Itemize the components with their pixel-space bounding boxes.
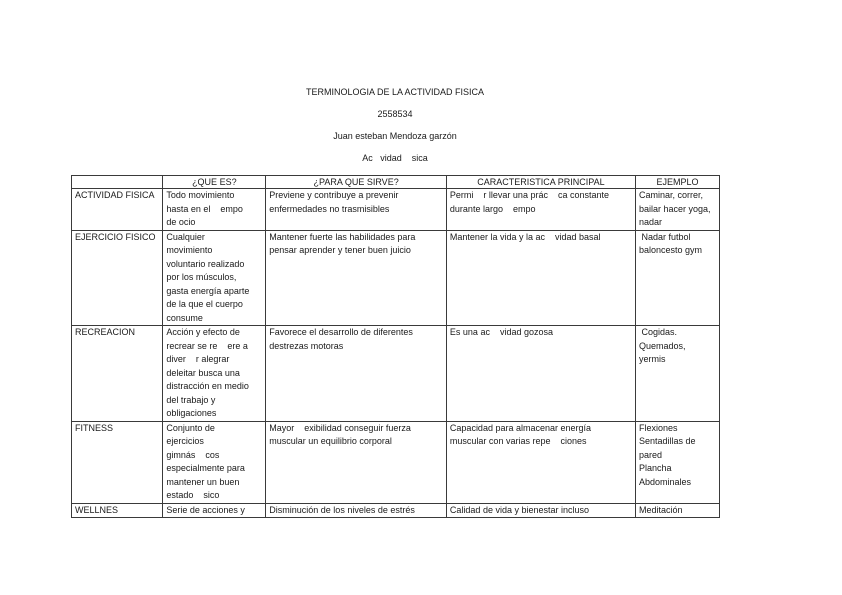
para-que-sirve-line: Favorece el desarrollo de diferentes <box>269 327 413 337</box>
terminology-table <box>71 175 720 518</box>
caracteristica-line: Mantener la vida y la ac vidad basal <box>449 231 601 242</box>
ejemplo-line: Caminar, correr, <box>638 190 703 200</box>
caracteristica-cell <box>446 421 635 503</box>
ejemplo-line: Plancha <box>638 463 672 473</box>
caracteristica-cell <box>446 189 635 231</box>
ejemplo-cell <box>635 230 719 326</box>
que-es-cell <box>163 421 266 503</box>
ejemplo-cell <box>635 503 719 518</box>
que-es-line: del trabajo y <box>166 394 216 405</box>
para-que-sirve-line: Previene y contribuye a prevenir <box>269 190 399 200</box>
que-es-line: Todo movimiento <box>166 190 235 200</box>
que-es-line: consume <box>166 312 203 323</box>
que-es-line: por los músculos, <box>166 272 237 282</box>
table-row <box>72 189 720 231</box>
para-que-sirve-line: Mantener fuerte las habilidades para <box>269 231 416 242</box>
que-es-line: hasta en el empo <box>166 203 243 214</box>
que-es-line: Acción y efecto de <box>166 327 240 337</box>
ejemplo-line: pared <box>638 449 662 460</box>
para-que-sirve-cell <box>266 326 447 422</box>
ejemplo-line: Abdominales <box>638 476 691 487</box>
que-es-line: ejercicios <box>166 436 204 446</box>
term-cell: ACTIVIDAD FISICA <box>72 189 163 231</box>
que-es-line: recrear se re ere a <box>166 340 248 351</box>
ejemplo-line: Cogidas. <box>638 327 677 337</box>
que-es-line: gasta energía aparte <box>166 285 250 296</box>
document-title: TERMINOLOGIA DE LA ACTIVIDAD FISICA <box>305 87 485 97</box>
ejemplo-line: bailar hacer yoga, <box>638 203 711 214</box>
table-row <box>72 230 720 326</box>
table-row <box>72 503 720 518</box>
que-es-cell <box>163 326 266 422</box>
caracteristica-cell <box>446 503 635 518</box>
header-term <box>72 176 163 189</box>
que-es-line: estado sico <box>166 490 220 500</box>
caracteristica-cell <box>446 326 635 422</box>
table-body <box>72 189 720 518</box>
caracteristica-line: durante largo empo <box>449 203 536 214</box>
que-es-line: especialmente para <box>166 463 245 473</box>
term-cell: WELLNES <box>72 503 163 518</box>
caracteristica-cell <box>446 230 635 326</box>
header-que-es: ¿QUE ES? <box>163 176 266 189</box>
ejemplo-line: Sentadillas de <box>638 436 696 446</box>
que-es-cell <box>163 189 266 231</box>
ejemplo-line: nadar <box>638 217 662 227</box>
que-es-line: obligaciones <box>166 408 217 418</box>
header-ejemplo: EJEMPLO <box>635 176 719 189</box>
que-es-line: voluntario realizado <box>166 258 245 269</box>
que-es-line: Conjunto de <box>166 422 215 433</box>
ejemplo-line: Flexiones <box>638 422 678 433</box>
que-es-cell <box>163 503 266 518</box>
que-es-line: de ocio <box>166 217 196 227</box>
ejemplo-line: Quemados, <box>638 340 686 351</box>
que-es-cell <box>163 230 266 326</box>
para-que-sirve-line: pensar aprender y tener buen juicio <box>269 245 411 255</box>
para-que-sirve-cell <box>266 189 447 231</box>
caracteristica-line: Capacidad para almacenar energía <box>449 422 592 433</box>
para-que-sirve-line: Mayor exibilidad conseguir fuerza <box>269 422 411 433</box>
ejemplo-line: yermis <box>638 354 666 364</box>
para-que-sirve-cell <box>266 503 447 518</box>
author-name: Juan esteban Mendoza garzón <box>333 131 457 141</box>
que-es-line: gimnás cos <box>166 449 220 460</box>
caracteristica-line: Permi r llevar una prác ca constante <box>449 190 609 200</box>
para-que-sirve-cell <box>266 230 447 326</box>
ejemplo-line: Nadar futbol <box>638 231 691 242</box>
para-que-sirve-line: muscular un equilibrio corporal <box>269 436 392 446</box>
que-es-line: mantener un buen <box>166 476 240 487</box>
que-es-line: distracción en medio <box>166 381 249 391</box>
ejemplo-cell <box>635 421 719 503</box>
para-que-sirve-line: Disminución de los niveles de estrés <box>269 504 415 515</box>
que-es-line: diver r alegrar <box>166 354 230 364</box>
caracteristica-line: muscular con varias repe ciones <box>449 436 587 446</box>
para-que-sirve-line: enfermedades no trasmisibles <box>269 203 390 214</box>
table-row <box>72 421 720 503</box>
header-caracteristica: CARACTERISTICA PRINCIPAL <box>446 176 635 189</box>
ejemplo-cell <box>635 189 719 231</box>
para-que-sirve-line: destrezas motoras <box>269 340 344 351</box>
table-header-row <box>72 176 720 189</box>
que-es-line: deleitar busca una <box>166 367 240 378</box>
ejemplo-line: baloncesto gym <box>638 245 702 255</box>
id-number: 2558534 <box>377 109 413 119</box>
que-es-line: de la que el cuerpo <box>166 299 243 309</box>
para-que-sirve-cell <box>266 421 447 503</box>
ejemplo-line: Meditación <box>638 504 683 515</box>
caracteristica-line: Calidad de vida y bienestar incluso <box>449 504 590 515</box>
term-cell: FITNESS <box>72 421 163 503</box>
caracteristica-line: Es una ac vidad gozosa <box>449 327 553 337</box>
term-cell: RECREACION <box>72 326 163 422</box>
ejemplo-cell <box>635 326 719 422</box>
table-row <box>72 326 720 422</box>
subject-line: Ac vidad sica <box>362 153 428 163</box>
que-es-line: Serie de acciones y <box>166 504 245 515</box>
que-es-line: Cualquier <box>166 231 205 242</box>
header-para-que-sirve: ¿PARA QUE SIRVE? <box>266 176 447 189</box>
que-es-line: movimiento <box>166 245 213 255</box>
term-cell: EJERCICIO FISICO <box>72 230 163 326</box>
